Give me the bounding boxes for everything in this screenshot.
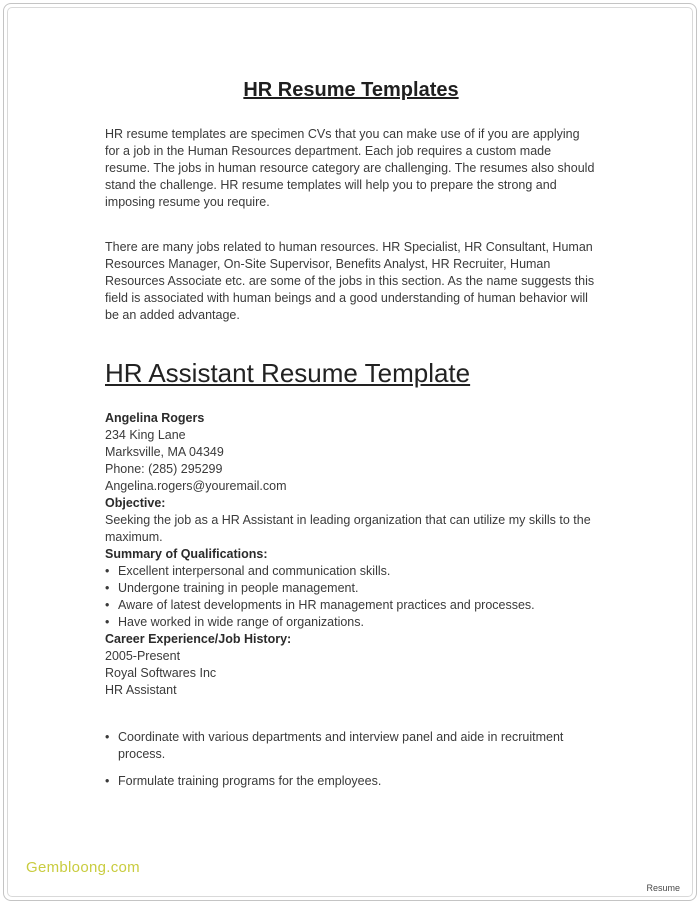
qualifications-label: Summary of Qualifications: — [105, 547, 268, 561]
document-content — [105, 78, 597, 790]
contact-name: Angelina Rogers — [105, 411, 205, 425]
contact-address-line2: Marksville, MA 04349 — [105, 445, 224, 459]
career-period: 2005-Present — [105, 649, 181, 663]
qualification-text: Excellent interpersonal and communication skills. — [118, 564, 391, 578]
qualification-item — [105, 597, 597, 614]
career-bullet-item — [105, 729, 597, 763]
career-bullet-item — [105, 773, 597, 790]
career-role: HR Assistant — [105, 683, 177, 697]
watermark-text: Gembloong.com — [26, 859, 140, 876]
qualification-text: Aware of latest developments in HR management practices and processes. — [118, 598, 535, 612]
bullet-icon: • — [105, 774, 110, 788]
bullet-icon: • — [105, 581, 110, 595]
page-title: HR Resume Templates — [243, 79, 459, 101]
career-bullet-text: Formulate training programs for the employees. — [118, 774, 382, 788]
objective-label: Objective: — [105, 496, 166, 510]
objective-text: Seeking the job as a HR Assistant in leading organization that can utilize my skills to the maximum. — [105, 513, 591, 544]
intro-paragraph-1: HR resume templates are specimen CVs that you can make use of if you are applying for a job in the Human Resources department. Each job requires a custom made resume. The jobs in human resource category are challenging. The resumes also should stand the challenge. HR resume templates will help you to prepare the strong and imposing resume you require. — [105, 127, 595, 209]
contact-phone: Phone: (285) 295299 — [105, 462, 223, 476]
contact-email: Angelina.rogers@youremail.com — [105, 479, 287, 493]
qualification-text: Undergone training in people management. — [118, 581, 359, 595]
bullet-icon: • — [105, 730, 110, 744]
bullet-icon: • — [105, 615, 110, 629]
section-title: HR Assistant Resume Template — [105, 358, 471, 388]
qualification-text: Have worked in wide range of organizations. — [118, 615, 364, 629]
spacer — [105, 763, 597, 773]
corner-label: Resume — [646, 883, 680, 893]
contact-address-line1: 234 King Lane — [105, 428, 186, 442]
career-label: Career Experience/Job History: — [105, 632, 292, 646]
career-bullet-text: Coordinate with various departments and interview panel and aide in recruitment process. — [118, 730, 564, 761]
qualification-item — [105, 614, 597, 631]
bullet-icon: • — [105, 564, 110, 578]
career-company: Royal Softwares Inc — [105, 666, 217, 680]
bullet-icon: • — [105, 598, 110, 612]
intro-paragraph-2: There are many jobs related to human resources. HR Specialist, HR Consultant, Human Resources Manager, On-Site Supervisor, Benefits Analyst, HR Recruiter, Human Resources Associate etc. are some of the jobs in this section. As the name suggests this field is associated with human beings and a good understanding of human behavior will be an added advantage. — [105, 240, 595, 322]
qualification-item — [105, 563, 597, 580]
qualification-item — [105, 580, 597, 597]
spacer — [105, 699, 597, 729]
